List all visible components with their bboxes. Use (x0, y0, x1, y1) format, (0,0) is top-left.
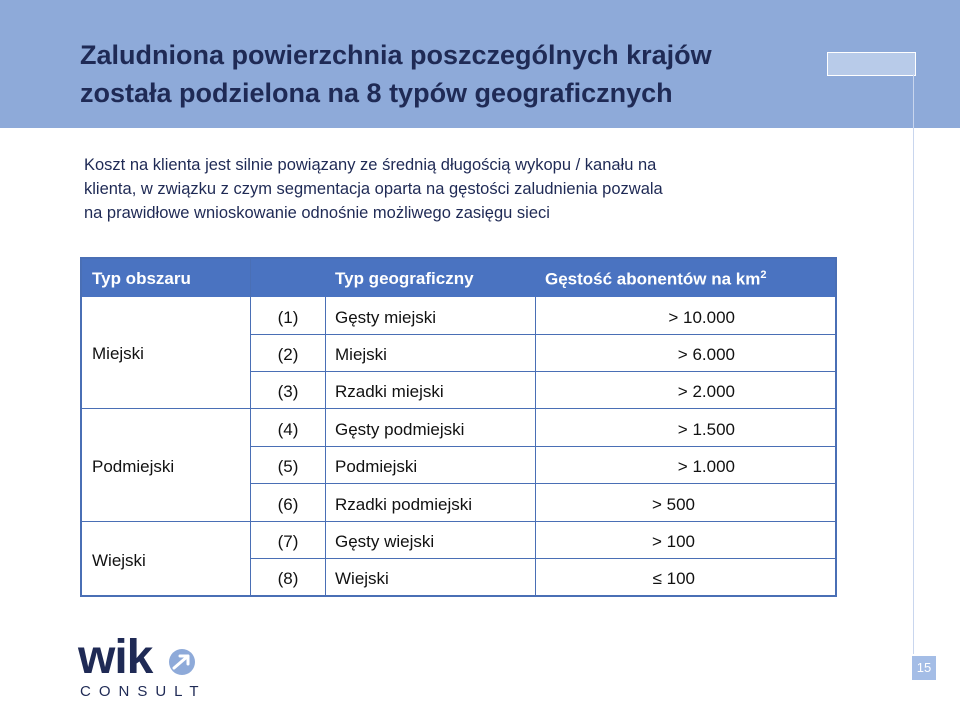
density-cell: > 2.000 (677, 382, 735, 401)
row-divider (250, 371, 835, 372)
geo-type-cell: Wiejski (335, 569, 389, 588)
row-divider (250, 483, 835, 484)
geo-type-cell: Gęsty podmiejski (335, 420, 465, 439)
row-divider (250, 446, 835, 447)
page-number-badge: 15 (912, 656, 936, 680)
table-header-row (82, 259, 835, 297)
slide-title (80, 36, 840, 112)
group-divider (82, 521, 835, 522)
slide-title-line-2: została podzielona na 8 typów geograficznych (80, 78, 673, 108)
row-number: (3) (277, 382, 299, 401)
density-cell: > 6.000 (677, 345, 735, 364)
group-label-urban: Miejski (92, 344, 144, 363)
row-number: (2) (277, 345, 299, 364)
intro-paragraph (84, 153, 844, 225)
row-number: (5) (277, 457, 299, 476)
geo-type-cell: Podmiejski (335, 457, 418, 476)
decorative-right-line (913, 74, 914, 654)
header-density (545, 269, 767, 290)
group-label-rural: Wiejski (92, 551, 146, 570)
intro-line-1: Koszt na klienta jest silnie powiązany ze średnią długością wykopu / kanału na (84, 156, 657, 174)
header-area-type: Typ obszaru (92, 269, 191, 288)
header-density-superscript: 2 (760, 269, 767, 281)
group-divider (82, 408, 835, 409)
group-label-suburban: Podmiejski (92, 457, 175, 476)
geo-type-cell: Miejski (335, 345, 387, 364)
wik-logo-wordmark: wik (78, 631, 153, 684)
geo-type-cell: Gęsty wiejski (335, 532, 435, 551)
slide-title-line-1: Zaludniona powierzchnia poszczególnych krajów (80, 40, 712, 70)
column-divider (250, 259, 251, 595)
density-cell: > 1.000 (677, 457, 735, 476)
density-cell: > 100 (651, 532, 695, 551)
row-number: (1) (277, 308, 299, 327)
row-number: (4) (277, 420, 299, 439)
geo-type-cell: Gęsty miejski (335, 308, 437, 327)
geo-type-cell: Rzadki miejski (335, 382, 444, 401)
row-divider (250, 558, 835, 559)
density-table (80, 257, 837, 597)
intro-line-3: na prawidłowe wnioskowanie odnośnie możliwego zasięgu sieci (84, 204, 550, 222)
density-cell: ≤ 100 (652, 569, 695, 588)
intro-line-2: klienta, w związku z czym segmentacja oparta na gęstości zaludnienia pozwala (84, 180, 663, 198)
wik-logo-arrow-icon (168, 648, 196, 676)
row-number: (7) (277, 532, 299, 551)
density-cell: > 10.000 (668, 308, 735, 327)
density-cell: > 1.500 (677, 420, 735, 439)
row-divider (250, 334, 835, 335)
header-density-label: Gęstość abonentów na km (545, 269, 761, 289)
row-number: (8) (277, 569, 299, 588)
decorative-corner-box (827, 52, 916, 76)
geo-type-cell: Rzadki podmiejski (335, 495, 472, 514)
density-cell: > 500 (651, 495, 695, 514)
wik-logo-consult: CONSULT (80, 683, 207, 700)
header-geo-type: Typ geograficzny (335, 269, 474, 288)
row-number: (6) (277, 495, 299, 514)
